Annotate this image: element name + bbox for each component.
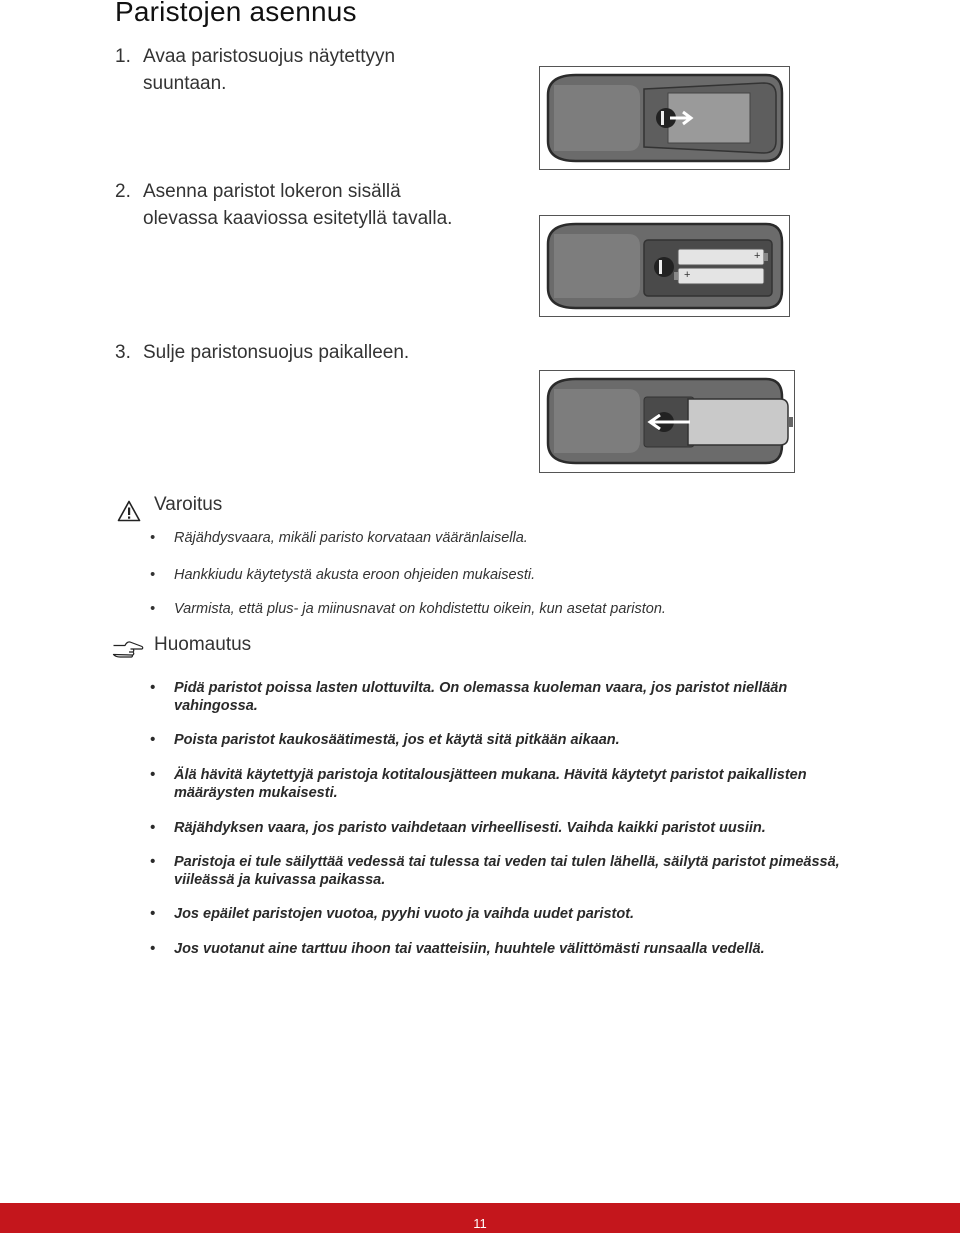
step-number: 2. xyxy=(115,181,131,202)
bullet-dot: • xyxy=(150,567,156,583)
bullet-dot: • xyxy=(150,601,156,617)
note-item xyxy=(150,731,840,749)
step-2 xyxy=(115,178,452,232)
note-heading: Huomautus xyxy=(154,634,252,655)
pointing-hand-icon xyxy=(112,640,144,658)
bullet-dot: • xyxy=(150,767,156,783)
bullet-dot: • xyxy=(150,941,156,957)
step-1 xyxy=(115,43,395,97)
note-item xyxy=(150,905,840,923)
note-item-text: Paristoja ei tule säilyttää vedessä tai tulessa tai veden tai tulen lähellä, säilytä paristot pimeässä, viileässä ja kuivassa paikassa. xyxy=(174,854,840,888)
warning-item-text: Varmista, että plus- ja miinusnavat on kohdistettu oikein, kun asetat pariston. xyxy=(174,601,666,617)
figure-close-cover xyxy=(539,370,795,473)
bullet-dot: • xyxy=(150,854,156,870)
note-item-text: Poista paristot kaukosäätimestä, jos et käytä sitä pitkään aikaan. xyxy=(174,732,620,748)
battery-plus-label: + xyxy=(684,269,691,281)
bullet-dot: • xyxy=(150,680,156,696)
step-number: 1. xyxy=(115,46,131,67)
note-item xyxy=(150,766,840,802)
note-item xyxy=(150,679,840,715)
note-item-text: Pidä paristot poissa lasten ulottuvilta. On olemassa kuoleman vaara, jos paristot niellään vahingossa. xyxy=(174,680,788,714)
warning-heading: Varoitus xyxy=(154,494,223,515)
remote-batteries-illustration xyxy=(540,216,789,316)
warning-item-text: Räjähdysvaara, mikäli paristo korvataan vääränlaisella. xyxy=(174,530,528,546)
bullet-dot: • xyxy=(150,732,156,748)
note-item-text: Älä hävitä käytettyjä paristoja kotitalousjätteen mukana. Hävitä käytetyt paristot paikallisten määräysten mukaisesti. xyxy=(174,767,807,801)
step-number: 3. xyxy=(115,342,131,363)
bullet-dot: • xyxy=(150,906,156,922)
warning-item xyxy=(150,529,840,547)
note-item xyxy=(150,853,840,889)
warning-triangle-icon xyxy=(117,500,141,522)
remote-open-cover-illustration xyxy=(540,67,789,169)
page-title: Paristojen asennus xyxy=(115,0,357,27)
note-item-text: Räjähdyksen vaara, jos paristo vaihdetaan virheellisesti. Vaihda kaikki paristot uusiin. xyxy=(174,820,766,836)
note-item-text: Jos epäilet paristojen vuotoa, pyyhi vuoto ja vaihda uudet paristot. xyxy=(174,906,635,922)
step-text-line: olevassa kaaviossa esitetyllä tavalla. xyxy=(143,208,453,229)
bullet-dot: • xyxy=(150,820,156,836)
figure-open-cover xyxy=(539,66,790,170)
note-item xyxy=(150,940,840,958)
note-item-text: Jos vuotanut aine tarttuu ihoon tai vaatteisiin, huuhtele välittömästi runsaalla vedellä. xyxy=(174,941,765,957)
bullet-dot: • xyxy=(150,530,156,546)
warning-item xyxy=(150,600,840,618)
step-text-line: Sulje paristonsuojus paikalleen. xyxy=(143,342,410,363)
page-number: 11 xyxy=(473,1216,487,1231)
step-text-line: Avaa paristosuojus näytettyyn xyxy=(143,46,396,67)
battery-plus-label: + xyxy=(754,250,761,262)
step-text-line: suuntaan. xyxy=(143,73,227,94)
warning-item-text: Hankkiudu käytetystä akusta eroon ohjeiden mukaisesti. xyxy=(174,567,536,583)
warning-item xyxy=(150,566,840,584)
note-item xyxy=(150,819,840,837)
figure-batteries-installed xyxy=(539,215,790,317)
step-text-line: Asenna paristot lokeron sisällä xyxy=(143,181,401,202)
remote-close-cover-illustration xyxy=(540,371,794,472)
step-3 xyxy=(115,339,409,366)
